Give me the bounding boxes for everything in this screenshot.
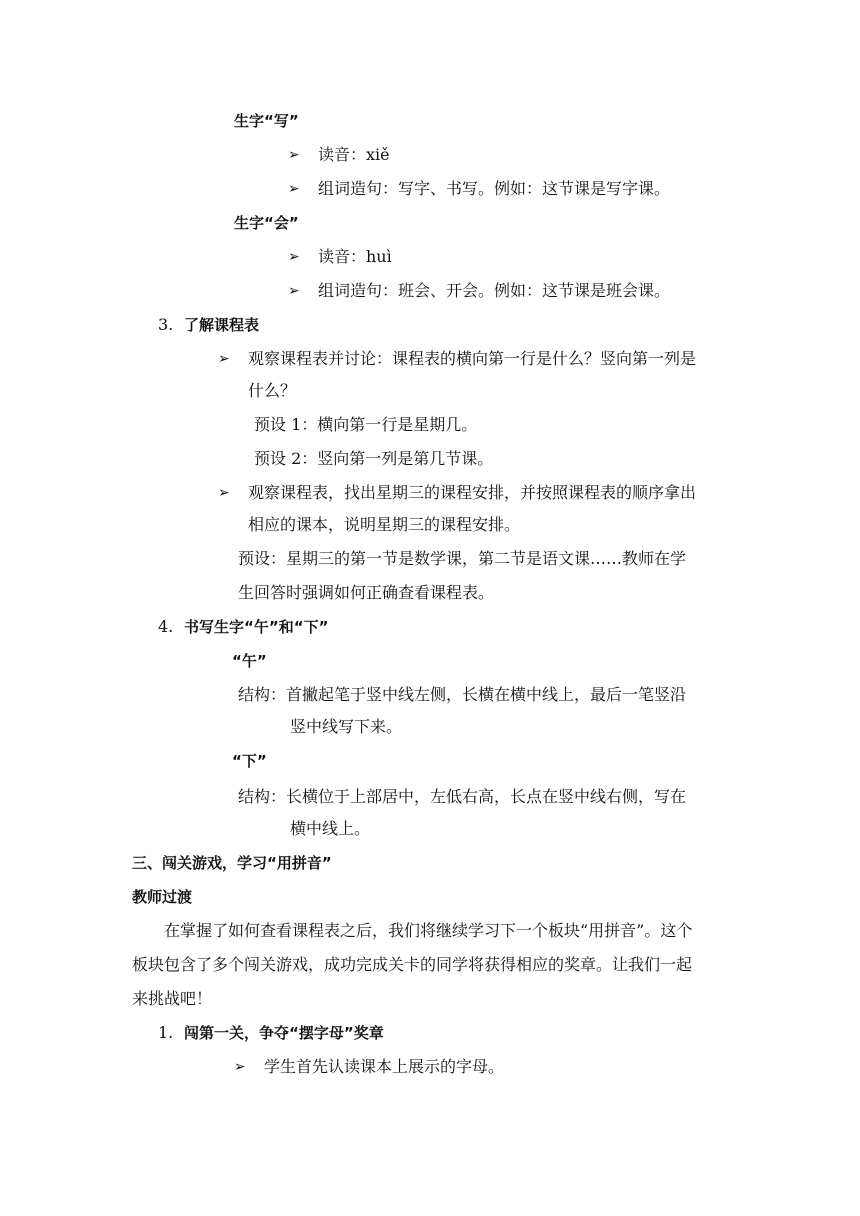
bullet-icon: ➢ (218, 485, 230, 501)
bullet-icon: ➢ (218, 351, 230, 367)
bullet-icon: ➢ (234, 1059, 246, 1075)
section-3-title: 了解课程表 (184, 316, 260, 334)
bullet-icon: ➢ (288, 249, 300, 265)
char-hui-words: 组词造句：班会、开会。例如：这节课是班会课。 (318, 281, 671, 300)
s3-preset2: 预设 2：竖向第一列是第几节课。 (254, 449, 494, 468)
part3-s1-bullet1: 学生首先认读课本上展示的字母。 (264, 1057, 505, 1076)
char-xia-structure-line2: 横中线上。 (290, 819, 371, 838)
teacher-transition-heading: 教师过渡 (132, 888, 193, 906)
s3-preset3-line1: 预设：星期三的第一节是数学课，第二节是语文课……教师在学 (238, 549, 687, 568)
s3-preset3-line2: 生回答时强调如何正确查看课程表。 (238, 583, 495, 602)
char-hui-reading: 读音：huì (318, 247, 392, 266)
char-wu-structure-line1: 结构：首撇起笔于竖中线左侧，长横在横中线上，最后一笔竖沿 (238, 685, 687, 704)
bullet-icon: ➢ (288, 147, 300, 163)
section-4-title: 书写生字“午”和“下” (184, 618, 329, 636)
section-4-number: 4. (158, 617, 174, 636)
part3-section-1-number: 1. (158, 1023, 174, 1042)
s3-preset1: 预设 1：横向第一行是星期几。 (254, 415, 478, 434)
char-hui-heading: 生字“会” (234, 214, 299, 232)
char-xie-reading: 读音：xiě (318, 145, 390, 164)
char-xie-words: 组词造句：写字、书写。例如：这节课是写字课。 (318, 179, 671, 198)
s3-bullet1-line2: 什么？ (248, 381, 297, 400)
s3-bullet2-line2: 相应的课本，说明星期三的课程安排。 (248, 515, 521, 534)
s3-bullet2-line1: 观察课程表，找出星期三的课程安排，并按照课程表的顺序拿出 (248, 483, 697, 502)
transition-para-line1: 在掌握了如何查看课程表之后，我们将继续学习下一个板块“用拼音”。这个 (164, 921, 693, 940)
bullet-icon: ➢ (288, 283, 300, 299)
transition-para-line3: 来挑战吧！ (132, 989, 213, 1008)
char-xia-heading: “下” (232, 752, 267, 770)
bullet-icon: ➢ (288, 181, 300, 197)
char-xia-structure-line1: 结构：长横位于上部居中，左低右高，长点在竖中线右侧，写在 (238, 787, 687, 806)
transition-para-line2: 板块包含了多个闯关游戏，成功完成关卡的同学将获得相应的奖章。让我们一起 (132, 955, 693, 974)
char-wu-structure-line2: 竖中线写下来。 (290, 717, 403, 736)
char-wu-heading: “午” (232, 652, 267, 670)
char-xie-heading: 生字“写” (234, 112, 299, 130)
part-3-title: 三、闯关游戏，学习“用拼音” (132, 854, 332, 872)
part3-section-1-title: 闯第一关，争夺“摆字母”奖章 (184, 1024, 384, 1042)
s3-bullet1-line1: 观察课程表并讨论：课程表的横向第一行是什么？竖向第一列是 (248, 349, 697, 368)
section-3-number: 3. (158, 315, 174, 334)
